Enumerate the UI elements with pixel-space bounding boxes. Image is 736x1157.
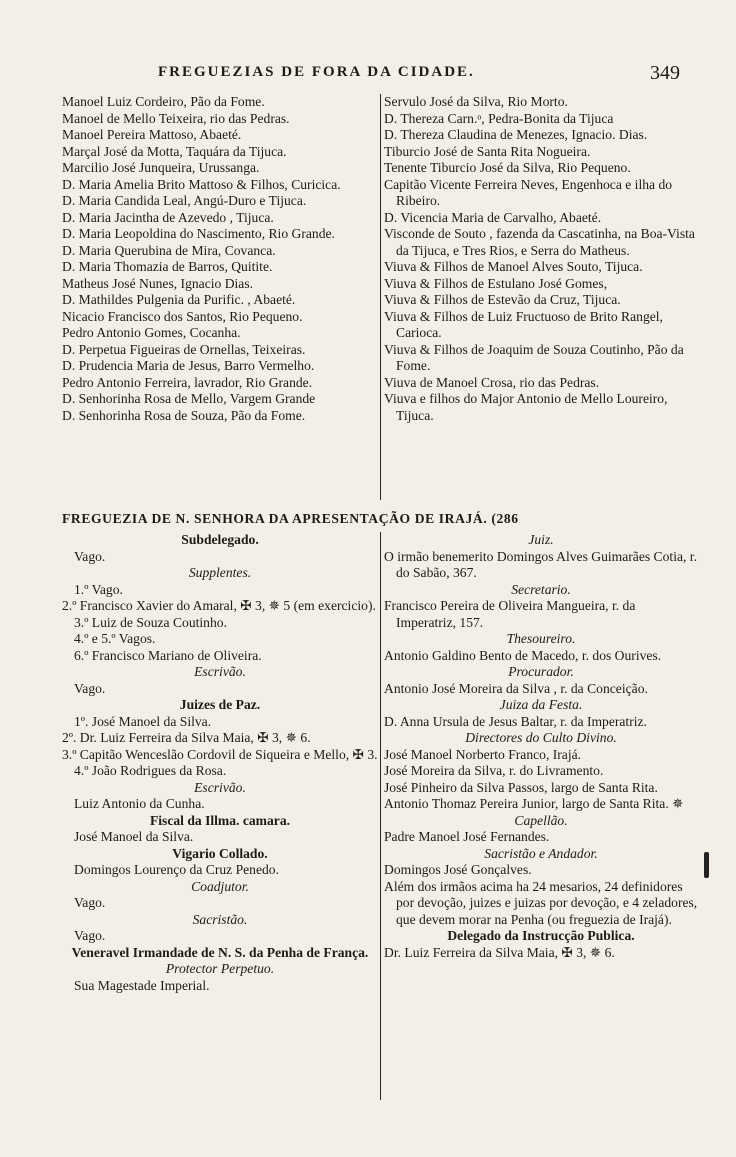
directory-entry: Viuva & Filhos de Luiz Fructuoso de Brito Rangel, Carioca. — [384, 308, 663, 340]
running-title: FREGUEZIAS DE FORA DA CIDADE. — [158, 64, 475, 80]
directory-entry: Viuva & Filhos de Estulano José Gomes, — [384, 275, 608, 291]
office-title: Protector Perpetuo. — [165, 961, 275, 976]
office-holder: José Manoel da Silva. — [74, 829, 194, 844]
directory-entry: D. Prudencia Maria de Jesus, Barro Vermelho. — [62, 358, 315, 373]
margin-mark — [704, 852, 709, 878]
office-holder: Francisco Pereira de Oliveira Mangueira, r. da Imperatriz, 157. — [384, 598, 636, 630]
directory-entry: Marcilio José Junqueira, Urussanga. — [62, 160, 260, 175]
office-title: Juiza da Festa. — [499, 697, 583, 712]
column-divider — [380, 94, 381, 500]
office-holder: 1.º Vago. — [74, 581, 123, 597]
office-heading: Juizes de Paz. — [179, 697, 261, 712]
column-divider — [380, 532, 381, 1100]
office-title: Sacristão. — [192, 911, 248, 927]
directory-entry: Nicacio Francisco dos Santos, Rio Pequeno. — [62, 308, 303, 324]
office-heading: Subdelegado. — [181, 532, 259, 547]
directory-entry: Capitão Vicente Ferreira Neves, Engenhoca e ilha do Ribeiro. — [384, 176, 673, 208]
office-holder: Antonio José Moreira da Silva , r. da Conceição. — [384, 680, 648, 696]
office-holder: 3.º Capitão Wenceslão Cordovil de Siqueira e Mello, ✠ 3. — [62, 746, 378, 762]
office-holder: 2.º Francisco Xavier do Amaral, ✠ 3, ✵ 5 (em exercicio). — [62, 598, 376, 613]
directory-entry: D. Maria Amelia Brito Mattoso & Filhos, Curicica. — [62, 176, 341, 192]
left-column — [62, 532, 378, 994]
left-column — [62, 94, 378, 424]
right-column — [384, 94, 698, 424]
office-holder: Vago. — [74, 548, 106, 564]
section-heading-iraja: FREGUEZIA DE N. SENHORA DA APRESENTAÇÃO DE IRAJÁ. (286 — [62, 511, 519, 526]
directory-entry: D. Vicencia Maria de Carvalho, Abaeté. — [384, 209, 602, 225]
office-title: Supplentes. — [188, 565, 252, 580]
office-title: Sacristão e Andador. — [484, 845, 598, 861]
directory-entry: D. Maria Candida Leal, Angú-Duro e Tijuca. — [62, 193, 307, 208]
right-column — [384, 532, 698, 961]
office-holder: 4.º e 5.º Vagos. — [74, 631, 156, 646]
office-holder: José Moreira da Silva, r. do Livramento. — [384, 763, 604, 778]
directory-entry: Servulo José da Silva, Rio Morto. — [384, 94, 568, 109]
directory-entry: D. Maria Jacintha de Azevedo , Tijuca. — [62, 209, 274, 225]
office-title: Capellão. — [514, 812, 568, 828]
office-holder: Antonio Galdino Bento de Macedo, r. dos Ourives. — [384, 647, 662, 663]
office-holder: D. Anna Ursula de Jesus Baltar, r. da Imperatriz. — [384, 713, 647, 729]
office-holder: 1º. José Manoel da Silva. — [74, 713, 212, 729]
directory-entry: D. Maria Querubina de Mira, Covanca. — [62, 242, 276, 258]
office-holder: Padre Manoel José Fernandes. — [384, 829, 550, 844]
directory-entry: Viuva & Filhos de Joaquim de Souza Coutinho, Pão da Fome. — [384, 341, 684, 373]
page-number: 349 — [650, 62, 680, 84]
directory-entry: Marçal José da Motta, Taquára da Tijuca. — [62, 143, 287, 159]
office-title: Secretario. — [511, 581, 571, 597]
office-holder: O irmão benemerito Domingos Alves Guimarães Cotia, r. do Sabão, 367. — [384, 548, 697, 580]
directory-entry: Viuva & Filhos de Manoel Alves Souto, Tijuca. — [384, 259, 643, 274]
directory-entry: D. Thereza Claudina de Menezes, Ignacio. Dias. — [384, 127, 648, 142]
office-title: Thesoureiro. — [506, 631, 576, 646]
section-iraja — [62, 532, 698, 1100]
office-holder: Sua Magestade Imperial. — [74, 977, 210, 993]
office-title: Escrivão. — [194, 664, 246, 679]
directory-entry: Pedro Antonio Ferreira, lavrador, Rio Grande. — [62, 374, 313, 390]
directory-entry: Tiburcio José de Santa Rita Nogueira. — [384, 143, 591, 159]
office-title: Escrivão. — [194, 779, 246, 795]
office-holder: José Pinheiro da Silva Passos, largo de Santa Rita. — [384, 779, 658, 795]
office-holder: Antonio Thomaz Pereira Junior, largo de Santa Rita. ✵ — [384, 796, 684, 811]
page-header — [0, 62, 736, 84]
directory-entry: D. Mathildes Pulgenia da Purific. , Abaeté. — [62, 292, 296, 307]
office-heading: Veneravel Irmandade de N. S. da Penha de França. — [71, 944, 369, 960]
office-holder: Vago. — [74, 680, 106, 696]
directory-entry: Viuva e filhos do Major Antonio de Mello Loureiro, Tijuca. — [384, 391, 668, 423]
directory-entry: D. Maria Thomazia de Barros, Quitite. — [62, 259, 273, 274]
office-title: Coadjutor. — [191, 878, 249, 894]
office-heading: Delegado da Instrucção Publica. — [447, 928, 635, 943]
directory-entry: Visconde de Souto , fazenda da Cascatinha, na Boa-Vista da Tijuca, e Tres Rios, e Serra do Matheus. — [384, 226, 695, 258]
office-holder: 3.º Luiz de Souza Coutinho. — [74, 614, 227, 630]
directory-entry: D. Senhorinha Rosa de Mello, Vargem Grande — [62, 391, 316, 406]
office-title: Procurador. — [508, 664, 574, 679]
directory-entry: Viuva de Manoel Crosa, rio das Pedras. — [384, 374, 600, 390]
directory-entry: Manoel de Mello Teixeira, rio das Pedras. — [62, 110, 290, 126]
directory-entry: D. Thereza Carn.ᵒ, Pedra-Bonita da Tijuca — [384, 110, 614, 126]
directory-entry: Pedro Antonio Gomes, Cocanha. — [62, 325, 241, 340]
office-holder: Vago. — [74, 895, 106, 910]
office-holder: Domingos José Gonçalves. — [384, 862, 532, 877]
directory-entry: Viuva & Filhos de Estevão da Cruz, Tijuca. — [384, 292, 621, 307]
office-holder: José Manoel Norberto Franco, Irajá. — [384, 746, 582, 762]
directory-entry: Tenente Tiburcio José da Silva, Rio Pequeno. — [384, 160, 631, 175]
directory-entry: D. Perpetua Figueiras de Ornellas, Teixeiras. — [62, 341, 306, 357]
office-holder: 4.º João Rodrigues da Rosa. — [74, 763, 227, 778]
directory-entry: Matheus José Nunes, Ignacio Dias. — [62, 275, 254, 291]
directory-entry: D. Maria Leopoldina do Nascimento, Rio Grande. — [62, 226, 335, 241]
section-fora-da-cidade — [62, 94, 698, 500]
office-title: Juiz. — [528, 532, 554, 547]
office-holder: Luiz Antonio da Cunha. — [74, 796, 205, 811]
office-holder: Vago. — [74, 928, 106, 943]
office-title: Directores do Culto Divino. — [465, 730, 617, 745]
directory-entry: D. Senhorinha Rosa de Souza, Pão da Fome. — [62, 407, 306, 423]
directory-entry: Manoel Pereira Mattoso, Abaeté. — [62, 127, 242, 142]
directory-entry: Manoel Luiz Cordeiro, Pão da Fome. — [62, 94, 265, 109]
office-holder: Dr. Luiz Ferreira da Silva Maia, ✠ 3, ✵ 6. — [384, 944, 615, 960]
office-holder: 6.º Francisco Mariano de Oliveira. — [74, 647, 262, 663]
office-holder: Além dos irmãos acima ha 24 mesarios, 24 definidores por devoção, juizes e juizas por devoção, e 4 zeladores, que devem morar na Penha (ou freguezia de Irajá). — [384, 878, 698, 927]
office-holder: Domingos Lourenço da Cruz Penedo. — [74, 862, 279, 877]
office-holder: 2º. Dr. Luiz Ferreira da Silva Maia, ✠ 3, ✵ 6. — [62, 730, 311, 745]
office-heading: Vigario Collado. — [172, 845, 268, 861]
office-heading: Fiscal da Illma. camara. — [149, 812, 291, 828]
